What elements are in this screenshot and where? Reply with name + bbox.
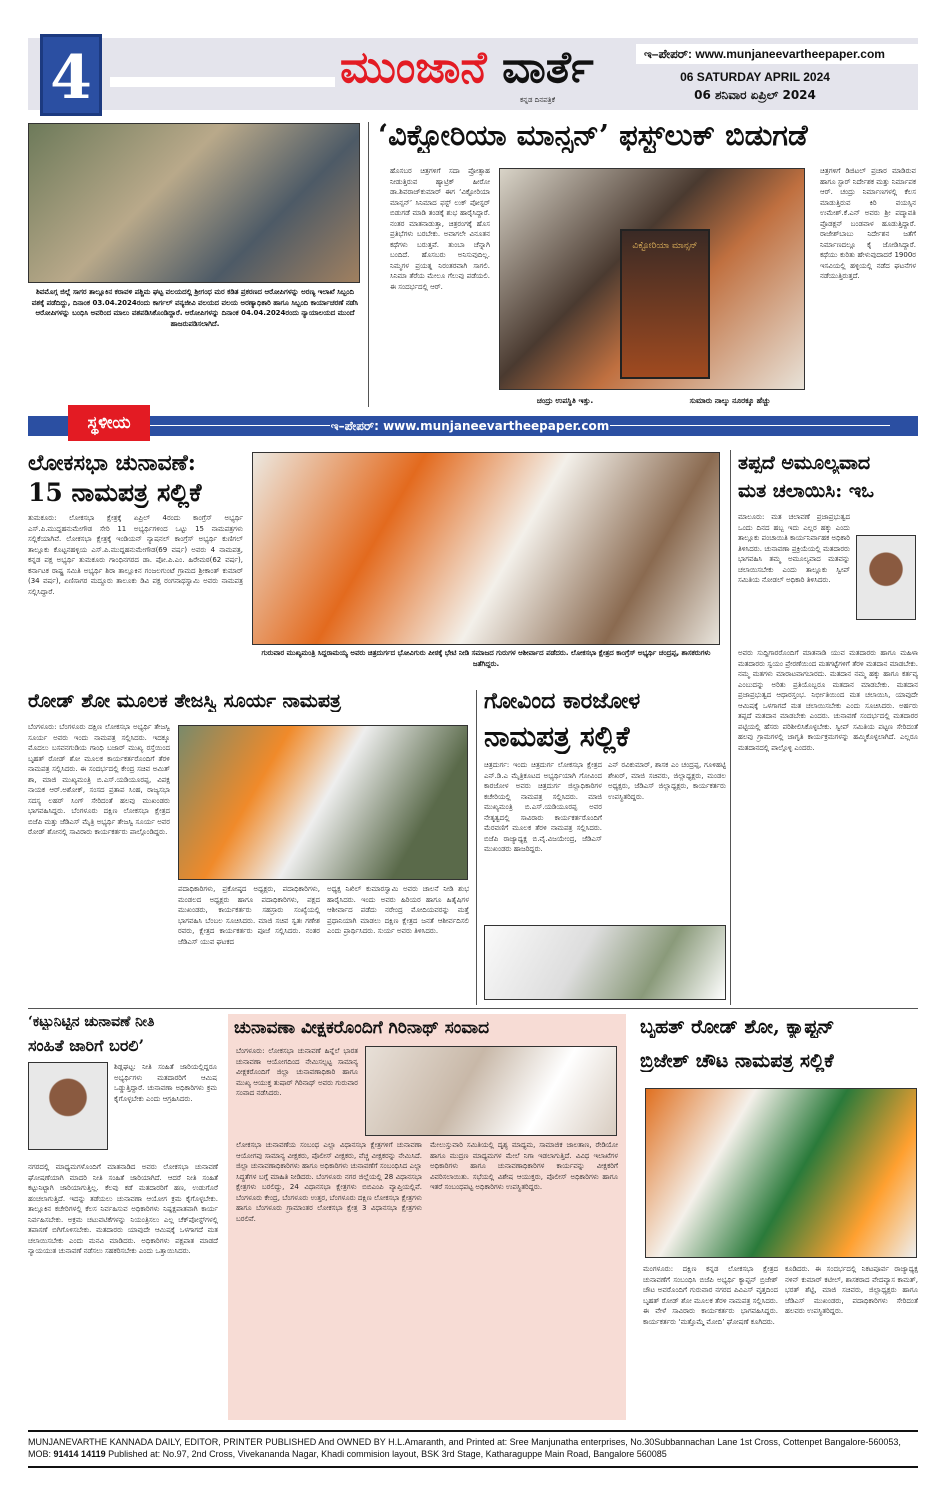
victoria-caption-2: ಸುಮಾರು ನಾಲ್ಕು ನೂರಕ್ಕೂ ಹೆಚ್ಚು (689, 396, 771, 405)
imprint-mob: 91414 14119 (53, 1449, 106, 1459)
band-epaper-link[interactable]: ಇ–ಪೇಪರ್: www.munjaneevartheepaper.com (330, 416, 610, 436)
girinath-meeting-photo (365, 1046, 617, 1136)
victoria-poster-photo (499, 168, 805, 390)
chowta-headline-2: ಬ್ರಿಜೇಶ್ ಚೌಟ ನಾಮಪತ್ರ ಸಲ್ಲಿಕೆ (640, 1050, 834, 1072)
girinath-headline: ಚುನಾವಣಾ ವೀಕ್ಷಕರೊಂದಿಗೆ ಗಿರಿನಾಥ್ ಸಂವಾದ (234, 1018, 490, 1038)
strict-body-side: ಶಿಡ್ಲಘಟ್ಟ: ನೀತಿ ಸಂಹಿತೆ ಜಾರಿಯಲ್ಲಿದ್ದರೂ ಅಭ್ಯರ್ಥಿಗಳು ಮತದಾರರಿಗೆ ಆಮಿಷ ಒಡ್ಡುತ್ತಿದ್ದಾರೆ. ಚುನಾವಣಾ ಅಧಿಕಾರಿಗಳು ಕ್ರಮ ಕೈಗೊಳ್ಳಬೇಕು ಎಂದು ಆಗ್ರಹಿಸಿದರು. (114, 1063, 217, 1103)
eo-body-1: ಮಾಲೂರು: ಮತ ಚಲಾವಣೆ ಪ್ರಜಾಪ್ರಭುತ್ವದ ಒಂದು ದಿನದ ಹಬ್ಬ ಇದು ಎಲ್ಲರ ಹಕ್ಕು ಎಂದು ತಾಲ್ಲೂಕು ಪಂಚಾಯಿತಿ ಕಾರ್ಯನಿರ್ವಾಹಕ ಅಧಿಕಾರಿ ತಿಳಿಸಿದರು. ಚುನಾವಣಾ ಪ್ರಕ್ರಿಯೆಯಲ್ಲಿ ಮತದಾರರು ಭಾಗವಹಿಸಿ ತಮ್ಮ ಅಮೂಲ್ಯವಾದ ಮತವನ್ನು ಚಲಾಯಿಸಬೇಕು ಎಂದು ತಾಲ್ಲೂಕು ಸ್ವೀಪ್ ಸಮಿತಿಯ ನೋಡಲ್ ಅಧಿಕಾರಿ ತಿಳಿಸಿದರು. (738, 513, 850, 584)
victoria-body-col2: ಚಿತ್ರಗಳಿಗೆ ಡಿಜಿಟಲ್ ಪ್ರಚಾರ ಮಾಡಿರುವ ಹಾಗೂ ಸ್ಟಾರ್ ನಿರ್ದೇಶಕ ಮತ್ತು ನಿರ್ಮಾಪಕ ಆರ್. ಚಂದ್ರು ನಿರ್ಮಾಣಗಳಲ್ಲಿ ಕೆಲಸ ಮಾಡುತ್ತಿರುವ ಕಿರಿ ವಯಸ್ಸಿನ ಉಮೇಶ್.ಕೆ.ಎನ್ ಅವರು ಶ್ರೀ ಪದ್ಮಾವತಿ ಪ್ರೊಡಕ್ಷನ್ ಬಂಡವಾಳ ಹೂಡುತ್ತಿದ್ದಾರೆ. ರಾಜೇಶ್‌ಬಾಬು ನಿರ್ದೇಶನ ಜತೆಗೆ ನಿರ್ಮಾಣದಲ್ಲೂ ಕೈ ಜೋಡಿಸಿದ್ದಾರೆ. ಕಥೆಯು ಕುರಿತು ಹೇಳುವುದಾದರೆ 1900ರ ಇಸವಿಯಲ್ಲಿ ಹಳ್ಳಿಯಲ್ಲಿ ನಡೆದ ಘಟನೆಗಳ ನಡೆಯುತ್ತಿರುತ್ತದೆ. (820, 167, 916, 280)
chowta-body-col2: ಕೂಡಿದರು. ಈ ಸಂದರ್ಭದಲ್ಲಿ ನಿಕಟಪೂರ್ವ ರಾಜ್ಯಾಧ್ಯಕ್ಷ ನಳಿನ್ ಕುಮಾರ್ ಕಟೀಲ್, ಶಾಸಕರಾದ ವೇದವ್ಯಾಸ ಕಾಮತ್, ಭರತ್ ಶೆಟ್ಟಿ, ಮಾಜಿ ಸಚಿವರು, ಜಿಲ್ಲಾಧ್ಯಕ್ಷರು ಹಾಗೂ ಜೆಡಿಎಸ್ ಮುಖಂಡರು, ಪದಾಧಿಕಾರಿಗಳು ಸೇರಿದಂತೆ ಹಲವರು ಉಪಸ್ಥಿತರಿದ್ದರು. (785, 1265, 918, 1315)
tejasvi-headline: ರೋಡ್ ಶೋ ಮೂಲಕ ತೇಜಸ್ವಿ ಸೂರ್ಯ ನಾಮಪತ್ರ (28, 690, 341, 712)
forest-arrest-caption: ಶಿವಮೊಗ್ಗ ಜಿಲ್ಲೆ ಸಾಗರ ತಾಲ್ಲೂಕಿನ ಕರಾವಳಿ ಪಶ್ಚಿಮ ಘಟ್ಟ ವಲಯದಲ್ಲಿ ಶ್ರೀಗಂಧ ಮರ ಕಡಿತ ಪ್ರಕರಣದ ಆರೋಪಿಗಳನ್ನು ಅರಣ್ಯ ಇಲಾಖೆ ಸಿಬ್ಬಂದಿ ವಶಕ್ಕೆ ಪಡೆದಿದ್ದು, ದಿನಾಂಕ 03.04.2024ರಂದು ಕಾರ್ಗಲ್ ವನ್ಯಜೀವಿ ವಲಯದ ವಲಯ ಅರಣ್ಯಾಧಿಕಾರಿ ಹಾಗೂ ಸಿಬ್ಬಂದಿ ಕಾರ್ಯಾಚರಣೆ ನಡೆಸಿ ಆರೋಪಿಗಳನ್ನು ಬಂಧಿಸಿ ಅವರಿಂದ ಮಾಲು ವಶಪಡಿಸಿಕೊಂಡಿದ್ದಾರೆ. ಆರೋಪಿಗಳನ್ನು ದಿನಾಂಕ 04.04.2024ರಂದು ನ್ಯಾಯಾಲಯದ ಮುಂದೆ ಹಾಜರುಪಡಿಸಲಾಗಿದೆ. (31, 288, 359, 328)
row-rule (28, 1008, 918, 1009)
victoria-caption-1: ಚಂದ್ರು ಉಪಸ್ಥಿತಿ ಇತ್ತು. (536, 396, 594, 405)
eo-body-2: ಅವರು ಸುದ್ದಿಗಾರರೊಂದಿಗೆ ಮಾತನಾಡಿ ಯುವ ಮತದಾರರು ಹಾಗೂ ಮಹಿಳಾ ಮತದಾರರು ಸ್ವಯಂ ಪ್ರೇರಣೆಯಿಂದ ಮತಗಟ್ಟೆಗಳಿಗೆ ತೆರಳಿ ಮತದಾನ ಮಾಡಬೇಕು. ನಮ್ಮ ಮತಗಳು ಮಾರಾಟವಾಗಬಾರದು. ಮತದಾನ ನಮ್ಮ ಹಕ್ಕು ಹಾಗೂ ಕರ್ತವ್ಯ ಎಂಬುದನ್ನು ಅರಿತು ಪ್ರತಿಯೊಬ್ಬರೂ ಮತದಾನ ಮಾಡಬೇಕು. ಮತದಾನ ಪ್ರಜಾಪ್ರಭುತ್ವದ ಆಧಾರಸ್ತಂಭ. ನಿರ್ಭೀತಿಯಿಂದ ಮತ ಚಲಾಯಿಸಿ, ಯಾವುದೇ ಆಮಿಷಕ್ಕೆ ಒಳಗಾಗದೆ ಮತ ಚಲಾಯಿಸಬೇಕು ಎಂದು ಸೂಚಿಸಿದರು. ಅರ್ಹರು ತಪ್ಪದೆ ಮತದಾನ ಮಾಡಬೇಕು ಎಂದರು. ಚುನಾವಣೆ ಸಂದರ್ಭದಲ್ಲಿ ಮತದಾರರ ಪಟ್ಟಿಯಲ್ಲಿ ಹೆಸರು ಪರಿಶೀಲಿಸಿಕೊಳ್ಳಬೇಕು. ಸ್ವೀಪ್ ಸಮಿತಿಯ ಪಟ್ಟಣ ಸೇರಿದಂತೆ ಹಲವು ಗ್ರಾಮಗಳಲ್ಲಿ ಜಾಗೃತಿ ಕಾರ್ಯಕ್ರಮಗಳನ್ನು ಹಮ್ಮಿಕೊಳ್ಳಲಾಗಿದೆ. ಎಲ್ಲರೂ ಮತದಾನದಲ್ಲಿ ಪಾಲ್ಗೊಳ್ಳಿ ಎಂದರು. (738, 649, 918, 752)
chowta-body-col1: ಮಂಗಳೂರು: ದಕ್ಷಿಣ ಕನ್ನಡ ಲೋಕಸಭಾ ಕ್ಷೇತ್ರದ ಚುನಾವಣೆಗೆ ಸಂಬಂಧಿಸಿ ಬಿಜೆಪಿ ಅಭ್ಯರ್ಥಿ ಕ್ಯಾಪ್ಟನ್ ಬ್ರಿಜೇಶ್ ಚೌಟ ಅವರೊಂದಿಗೆ ಗುರುವಾರ ನಗರದ ಪಿವಿಎಸ್ ವೃತ್ತದಿಂದ ಬೃಹತ್ ರೋಡ್ ಶೋ ಮೂಲಕ ತೆರಳಿ ನಾಮಪತ್ರ ಸಲ್ಲಿಸಿದರು. ಈ ವೇಳೆ ಸಾವಿರಾರು ಕಾರ್ಯಕರ್ತರು ಭಾಗವಹಿಸಿದ್ದರು. ಕಾರ್ಯಕರ್ತರು ‘ಮತ್ತೊಮ್ಮೆ ಮೋದಿ’ ಘೋಷಣೆ ಕೂಗಿದರು. (643, 1265, 778, 1326)
tejasvi-roadshow-photo (178, 725, 468, 880)
loksabha-headline-2: 15 ನಾಮಪತ್ರ ಸಲ್ಲಿಕೆ (28, 478, 202, 507)
girinath-body-col1: ಲೋಕಸಭಾ ಚುನಾವಣೆಯ ಸಂಬಂಧ ಎಲ್ಲಾ ವಿಧಾನಸಭಾ ಕ್ಷೇತ್ರಗಳಿಗೆ ಚುನಾವಣಾ ಆಯೋಗವು ಸಾಮಾನ್ಯ ವೀಕ್ಷಕರು, ಪೊಲೀಸ್ ವೀಕ್ಷಕರು, ವೆಚ್ಚ ವೀಕ್ಷಕರನ್ನು ನೇಮಿಸಿದೆ. ಜಿಲ್ಲಾ ಚುನಾವಣಾಧಿಕಾರಿಗಳು ಹಾಗೂ ಅಧಿಕಾರಿಗಳು ಚುನಾವಣೆಗೆ ಸಂಬಂಧಿಸಿದ ಎಲ್ಲಾ ಸಿದ್ಧತೆಗಳ ಬಗ್ಗೆ ಮಾಹಿತಿ ನೀಡಿದರು. ಬೆಂಗಳೂರು ನಗರ ಜಿಲ್ಲೆಯಲ್ಲಿ 28 ವಿಧಾನಸಭಾ ಕ್ಷೇತ್ರಗಳು ಬರಲಿದ್ದು, 24 ವಿಧಾನಸಭಾ ಕ್ಷೇತ್ರಗಳು ಬಿಬಿಎಂಪಿ ವ್ಯಾಪ್ತಿಯಲ್ಲಿವೆ. ಬೆಂಗಳೂರು ಕೇಂದ್ರ, ಬೆಂಗಳೂರು ಉತ್ತರ, ಬೆಂಗಳೂರು ದಕ್ಷಿಣ ಲೋಕಸಭಾ ಕ್ಷೇತ್ರಗಳು ಹಾಗೂ ಬೆಂಗಳೂರು ಗ್ರಾಮಾಂತರ ಲೋಕಸಭಾ ಕ್ಷೇತ್ರ 3 ವಿಧಾನಸಭಾ ಕ್ಷೇತ್ರಗಳು ಬರಲಿವೆ. (236, 1141, 422, 1223)
column-rule (368, 122, 369, 407)
tejasvi-body-col2: ಪದಾಧಿಕಾರಿಗಳು, ಪ್ರಕೋಷ್ಠದ ಅಧ್ಯಕ್ಷರು, ಪದಾಧಿಕಾರಿಗಳು, ಮಂಡಲದ ಅಧ್ಯಕ್ಷರು ಹಾಗೂ ಪದಾಧಿಕಾರಿಗಳು, ಪಕ್ಷದ ಮುಖಂಡರು, ಕಾರ್ಯಕರ್ತರು ಸಹಸ್ರಾರು ಸಂಖ್ಯೆಯಲ್ಲಿ ಭಾಗವಹಿಸಿ ಬೆಂಬಲ ಸೂಚಿಸಿದರು. ಮಾಜಿ ಸಚಿವ ಸ್ವತಃ ಗಣೇಶ ರವರು, ಕ್ಷೇತ್ರದ ಕಾರ್ಯಕರ್ತರು ಪೂಜೆ ಸಲ್ಲಿಸಿದರು. ನಂತರ ಜೆಡಿಎಸ್ ಯುವ ಘಟಕದ (178, 885, 320, 946)
karajol-headline-2: ನಾಮಪತ್ರ ಸಲ್ಲಿಕೆ (484, 720, 630, 753)
epaper-link[interactable]: ಇ–ಪೇಪರ್: www.munjaneevartheepaper.com (636, 44, 918, 64)
loksabha-body: ತುಮಕೂರು: ಲೋಕಸಭಾ ಕ್ಷೇತ್ರಕ್ಕೆ ಏಪ್ರಿಲ್ 4ರಂದು ಕಾಂಗ್ರೆಸ್ ಅಭ್ಯರ್ಥಿ ಎಸ್.ಪಿ.ಮುದ್ದಹನುಮೇಗೌಡ ಸೇರಿ 11 ಅಭ್ಯರ್ಥಿಗಳಿಂದ ಒಟ್ಟು 15 ನಾಮಪತ್ರಗಳು ಸಲ್ಲಿಕೆಯಾಗಿವೆ. ಲೋಕಸಭಾ ಕ್ಷೇತ್ರಕ್ಕೆ ಇಂಡಿಯನ್ ನ್ಯಾಷನಲ್ ಕಾಂಗ್ರೆಸ್ ಅಭ್ಯರ್ಥಿ ಕುಣಿಗಲ್ ತಾಲ್ಲೂಕು ಕೊಟ್ಟನಹಳ್ಳಿಯ ಎಸ್.ಪಿ.ಮುದ್ದಹನುಮೇಗೌಡ(69 ವರ್ಷ) ಅವರು 4 ನಾಮಪತ್ರ, ಕನ್ನಡ ಪಕ್ಷ ಅಭ್ಯರ್ಥಿ ತುಮಕೂರು ಗಾಂಧಿನಗರದ ಡಾ. ಪೋ.ಪಿ.ಎಂ. ಹಿರೇಮಠ(62 ವರ್ಷ), ಕರ್ನಾಟಕ ರಾಷ್ಟ್ರ ಸಮಿತಿ ಅಭ್ಯರ್ಥಿ ಶಿರಾ ತಾಲ್ಲೂಕಿನ ಗಂಜಲಗುಂಟೆ ಗ್ರಾಮದ ಶ್ರೀಕಾಂತ್ ಕುಮಾರ್ (34 ವರ್ಷ), ಏಣಿಸಾಗರ ಮದ್ದೂರು ತಾಲೂಕು ಡಿವಿ ಪಕ್ಷ ರಂಗನಾಥಸ್ವಾಮಿ ಅವರು ನಾಮಪತ್ರ ಸಲ್ಲಿಸಿದ್ದಾರೆ. (28, 514, 243, 596)
tejasvi-body-col1: ಬೆಂಗಳೂರು: ಬೆಂಗಳೂರು ದಕ್ಷಿಣ ಲೋಕಸಭಾ ಅಭ್ಯರ್ಥಿ ತೇಜಸ್ವಿ ಸೂರ್ಯ ಅವರು ಇಂದು ನಾಮಪತ್ರ ಸಲ್ಲಿಸಿದರು. ಇದಕ್ಕೂ ಮೊದಲು ಬಸವನಗುಡಿಯ ಗಾಂಧಿ ಬಜಾರ್ ಮುಖ್ಯ ರಸ್ತೆಯಿಂದ ಬೃಹತ್ ರೋಡ್ ಶೋ ಮೂಲಕ ಕಾರ್ಯಕರ್ತರೊಂದಿಗೆ ತೆರಳಿ ನಾಮಪತ್ರ ಸಲ್ಲಿಸಿದರು. ಈ ಸಂದರ್ಭದಲ್ಲಿ ಕೇಂದ್ರ ಸಚಿವ ಅಮಿತ್ ಶಾ, ಮಾಜಿ ಮುಖ್ಯಮಂತ್ರಿ ಬಿ.ಎಸ್.ಯಡಿಯೂರಪ್ಪ, ವಿಪಕ್ಷ ನಾಯಕ ಆರ್.ಅಶೋಕ್, ಸಂಸದ ಪ್ರತಾಪ ಸಿಂಹ, ರಾಜ್ಯಸಭಾ ಸದಸ್ಯ ಲಹರ್ ಸಿಂಗ್ ಸೇರಿದಂತೆ ಹಲವು ಮುಖಂಡರು ಭಾಗವಹಿಸಿದ್ದರು. ಬೆಂಗಳೂರು ದಕ್ಷಿಣ ಲೋಕಸಭಾ ಕ್ಷೇತ್ರದ ಬಿಜೆಪಿ ಮತ್ತು ಜೆಡಿಎಸ್ ಮೈತ್ರಿ ಅಭ್ಯರ್ಥಿ ತೇಜಸ್ವಿ ಸೂರ್ಯ ಅವರ ರೋಡ್ ಶೋನಲ್ಲಿ ಸಾವಿರಾರು ಕಾರ್ಯಕರ್ತರು ಪಾಲ್ಗೊಂಡಿದ್ದರು. (28, 723, 170, 836)
strict-headline-2: ಸಂಹಿತೆ ಜಾರಿಗೆ ಬರಲಿ’ (28, 1036, 145, 1055)
chowta-roadshow-photo (645, 1088, 917, 1258)
cm-swamiji-caption: ಗುರುವಾರ ಮುಖ್ಯಮಂತ್ರಿ ಸಿದ್ದರಾಮಯ್ಯ ಅವರು ಚಿತ್ರದುರ್ಗದ ಭೋವಿಗುರು ಪೀಠಕ್ಕೆ ಭೇಟಿ ನೀಡಿ ಸಮಾಜದ ಗುರುಗಳ ಆಶೀರ್ವಾದ ಪಡೆದರು. ಲೋಕಸಭಾ ಕ್ಷೇತ್ರದ ಕಾಂಗ್ರೆಸ್ ಅಭ್ಯರ್ಥಿ ಚಂದ್ರಪ್ಪ, ಶಾಸಕರುಗಳು ಜತೆಗಿದ್ದರು. (261, 649, 711, 668)
masthead-divider (110, 77, 335, 87)
poster-title: ವಿಕ್ಟೋರಿಯಾ ಮಾನ್ಸನ್ (620, 229, 710, 379)
footer-rule-bottom (28, 1466, 918, 1468)
masthead-red: ಮುಂಜಾನೆ (340, 42, 487, 93)
karajol-body-col2: ಎನ್ ರವಿಕುಮಾರ್, ಶಾಸಕ ಎಂ ಚಂದ್ರಪ್ಪ, ಗೂಳಿಹಟ್ಟಿ ಶೇಖರ್, ಮಾಜಿ ಸಚಿವರು, ಜಿಲ್ಲಾಧ್ಯಕ್ಷರು, ಮಂಡಲ ಅಧ್ಯಕ್ಷರು, ಜೆಡಿಎಸ್ ಜಿಲ್ಲಾಧ್ಯಕ್ಷರು, ಕಾರ್ಯಕರ್ತರು ಉಪಸ್ಥಿತರಿದ್ದರು. (608, 761, 726, 801)
masthead-black: ವಾರ್ತೆ (501, 42, 594, 93)
footer-rule-top (28, 1430, 918, 1432)
karajol-body-col1: ಚಿತ್ರದುರ್ಗ: ಇಂದು ಚಿತ್ರದುರ್ಗ ಲೋಕಸಭಾ ಕ್ಷೇತ್ರದ ಎನ್.ಡಿ.ಎ ಮೈತ್ರಿಕೂಟದ ಅಭ್ಯರ್ಥಿಯಾಗಿ ಗೋವಿಂದ ಕಾರಜೋಳ ಅವರು ಚಿತ್ರದುರ್ಗ ಜಿಲ್ಲಾಧಿಕಾರಿಗಳ ಕಚೇರಿಯಲ್ಲಿ ನಾಮಪತ್ರ ಸಲ್ಲಿಸಿದರು. ಮಾಜಿ ಮುಖ್ಯಮಂತ್ರಿ ಬಿ.ಎಸ್.ಯಡಿಯೂರಪ್ಪ ಅವರ ನೇತೃತ್ವದಲ್ಲಿ ಸಾವಿರಾರು ಕಾರ್ಯಕರ್ತರೊಂದಿಗೆ ಮೆರವಣಿಗೆ ಮೂಲಕ ತೆರಳಿ ನಾಮಪತ್ರ ಸಲ್ಲಿಸಿದರು. ಬಿಜೆಪಿ ರಾಜ್ಯಾಧ್ಯಕ್ಷ ಬಿ.ವೈ.ವಿಜಯೇಂದ್ರ, ಜೆಡಿಎಸ್ ಮುಖಂಡರು ಹಾಜರಿದ್ದರು. (484, 761, 602, 853)
strict-body: ನಗರದಲ್ಲಿ ಮಾಧ್ಯಮಗಳೊಂದಿಗೆ ಮಾತನಾಡಿದ ಅವರು ಲೋಕಸಭಾ ಚುನಾವಣೆ ಘೋಷಣೆಯಾಗಿ ಮಾದರಿ ನೀತಿ ಸಂಹಿತೆ ಜಾರಿಯಾಗಿದೆ. ಆದರೆ ನೀತಿ ಸಂಹಿತೆ ಕಟ್ಟುನಿಟ್ಟಾಗಿ ಜಾರಿಯಾಗುತ್ತಿಲ್ಲ. ಕೆಲವು ಕಡೆ ಮತದಾರರಿಗೆ ಹಣ, ಉಡುಗೊರೆ ಹಂಚಲಾಗುತ್ತಿದೆ. ಇದನ್ನು ತಡೆಯಲು ಚುನಾವಣಾ ಆಯೋಗ ಕ್ರಮ ಕೈಗೊಳ್ಳಬೇಕು. ತಾಲ್ಲೂಕಿನ ಕಚೇರಿಗಳಲ್ಲಿ ಕೆಲಸ ನಿರ್ವಹಿಸುವ ಅಧಿಕಾರಿಗಳು ನಿಷ್ಪಕ್ಷಪಾತವಾಗಿ ಕಾರ್ಯ ನಿರ್ವಹಿಸಬೇಕು. ಅಕ್ರಮ ಚಟುವಟಿಕೆಗಳನ್ನು ನಿಯಂತ್ರಿಸಲು ಎಲ್ಲ ಚೆಕ್‌ಪೋಸ್ಟ್‌ಗಳಲ್ಲಿ ತಪಾಸಣೆ ಬಿಗಿಗೊಳಿಸಬೇಕು. ಮತದಾರರು ಯಾವುದೇ ಆಮಿಷಕ್ಕೆ ಒಳಗಾಗದೆ ಮತ ಚಲಾಯಿಸಬೇಕು ಎಂದು ಮನವಿ ಮಾಡಿದರು. ಅಧಿಕಾರಿಗಳು ಪಕ್ಷಪಾತ ಮಾಡದೆ ನ್ಯಾಯಯುತ ಚುನಾವಣೆ ನಡೆಸಲು ಸಹಕರಿಸಬೇಕು ಎಂದು ಒತ್ತಾಯಿಸಿದರು. (28, 1163, 218, 1255)
karajol-headline-1: ಗೋವಿಂದ ಕಾರಜೋಳ (484, 688, 641, 714)
victoria-headline: ‘ವಿಕ್ಟೋರಿಯಾ ಮಾನ್ಸನ್’ ಫಸ್ಟ್‌ಲುಕ್ ಬಿಡುಗಡೆ (378, 118, 808, 152)
imprint-line-2: Published at: No.97, 2nd Cross, Vivekananda Nagar, Khadi commision layout, BSK 3rd Stage, Katharaguppe Main Road, Bangalore 560085 (108, 1449, 667, 1459)
date-english: 06 SATURDAY APRIL 2024 (680, 70, 830, 84)
imprint-mob-label: MOB: (28, 1449, 52, 1459)
date-kannada: 06 ಶನಿವಾರ ಏಪ್ರಿಲ್ 2024 (694, 88, 816, 102)
strict-headline-1: ‘ಕಟ್ಟುನಿಟ್ಟಿನ ಚುನಾವಣೆ ನೀತಿ (28, 1014, 155, 1030)
loksabha-headline-1: ಲೋಕಸಭಾ ಚುನಾವಣೆ: (28, 450, 196, 476)
imprint-line-1: MUNJANEVARTHE KANNADA DAILY, EDITOR, PRINTER PUBLISHED And OWNED BY H.L.Amaranth, and Printed at: Sree Manjunatha enterprises, No.30Subbannachan Lane 1st Cross, Cottenpet Bangalore-560053, (28, 1437, 901, 1447)
chowta-headline-1: ಬೃಹತ್ ರೋಡ್ ಶೋ, ಕ್ಯಾಪ್ಟನ್ (640, 1016, 835, 1038)
column-rule (730, 450, 731, 1005)
masthead-tagline: ಕನ್ನಡ ದಿನಪತ್ರಿಕೆ (520, 96, 556, 104)
forest-arrest-photo (28, 123, 360, 283)
eo-headline-1: ತಪ್ಪದೆ ಅಮೂಲ್ಯವಾದ (738, 452, 871, 474)
strict-portrait (28, 1062, 108, 1150)
eo-headline-2: ಮತ ಚಲಾಯಿಸಿ: ಇಒ (738, 480, 874, 502)
masthead-logo (340, 42, 594, 93)
girinath-body-col2: ಮೇಲುಸ್ತುವಾರಿ ಸಮಿತಿಯಲ್ಲಿ ದೃಶ್ಯ ಮಾಧ್ಯಮ, ಸಾಮಾಜಿಕ ಜಾಲತಾಣ, ರೇಡಿಯೋ ಹಾಗೂ ಮುದ್ರಣ ಮಾಧ್ಯಮಗಳ ಮೇಲೆ ನಿಗಾ ಇಡಲಾಗುತ್ತಿದೆ. ವಿವಿಧ ಇಲಾಖೆಗಳ ಅಧಿಕಾರಿಗಳು ಹಾಗೂ ಚುನಾವಣಾಧಿಕಾರಿಗಳ ಕಾರ್ಯವನ್ನು ವೀಕ್ಷಕರಿಗೆ ವಿವರಿಸಲಾಯಿತು. ಸಭೆಯಲ್ಲಿ ವಿಶೇಷ ಆಯುಕ್ತರು, ಪೊಲೀಸ್ ಅಧಿಕಾರಿಗಳು ಹಾಗೂ ಇತರೆ ಸಂಬಂಧಪಟ್ಟ ಅಧಿಕಾರಿಗಳು ಉಪಸ್ಥಿತರಿದ್ದರು. (430, 1141, 618, 1191)
page-number: 4 (40, 34, 102, 116)
tejasvi-body-col3: ಅಧ್ಯಕ್ಷ ನಿಖಿಲ್ ಕುಮಾರಸ್ವಾಮಿ ಅವರು ಚಾಲನೆ ನೀಡಿ ಶುಭ ಹಾರೈಸಿದರು. ಇಂದು ಅವರು ಹಿರಿಯರ ಹಾಗೂ ಹಿತೈಷಿಗಳ ಆಶೀರ್ವಾದ ಪಡೆದು ನರೇಂದ್ರ ಮೋದಿಯವರನ್ನು ಮತ್ತೆ ಪ್ರಧಾನಿಯಾಗಿ ಮಾಡಲು ದಕ್ಷಿಣ ಕ್ಷೇತ್ರದ ಜನತೆ ಆಶೀರ್ವದಿಸಲಿ ಎಂದು ಪ್ರಾರ್ಥಿಸಿದರು. ಸುರ್ಯ ಅವರು ತಿಳಿಸಿದರು. (327, 885, 469, 935)
victoria-body-col1: ಹೊಸಬರ ಚಿತ್ರಗಳಿಗೆ ಸದಾ ಪ್ರೋತ್ಸಾಹ ನೀಡುತ್ತಿರುವ ಹ್ಯಾಟ್ರಿಕ್ ಹೀರೋ ಡಾ.ಶಿವರಾಜ್‌ಕುಮಾರ್ ಈಗ ‘ವಿಕ್ಟೋರಿಯಾ ಮಾನ್ಸನ್’ ಸಿನಿಮಾದ ಫಸ್ಟ್ ಲುಕ್ ಪೋಸ್ಟರ್ ಬಿಡುಗಡೆ ಮಾಡಿ ತಂಡಕ್ಕೆ ಶುಭ ಹಾರೈಸಿದ್ದಾರೆ. ನಂತರ ಮಾತನಾಡುತ್ತಾ, ಚಿತ್ರರಂಗಕ್ಕೆ ಹೊಸ ಪ್ರತಿಭೆಗಳು ಬರಬೇಕು. ಅವಾಗಲೇ ವಿನೂತನ ಕಥೆಗಳು ಬರುತ್ತವೆ. ತುಂಬಾ ಚೆನ್ನಾಗಿ ಬಂದಿದೆ. ಹೊಸಬರು ಅನಿಸುವುದಿಲ್ಲ. ನಿಮ್ಮಗಳ ಪ್ರಯತ್ನ ನಿರಂತರವಾಗಿ ಸಾಗಲಿ. ಸಿನಿಮಾ ತೆರೆಯ ಮೇಲೂ ಗೆಲುವು ಪಡೆಯಲಿ. ಈ ಸಂದರ್ಭದಲ್ಲಿ ಆರ್. (390, 167, 490, 291)
section-tag-local: ಸ್ಥಳೀಯ (68, 405, 150, 441)
column-rule (476, 690, 477, 1005)
girinath-lead: ಬೆಂಗಳೂರು: ಲೋಕಸಭಾ ಚುನಾವಣೆ ಹಿನ್ನೆಲೆ ಭಾರತ ಚುನಾವಣಾ ಆಯೋಗದಿಂದ ನೇಮಿಸಲ್ಪಟ್ಟ ಸಾಮಾನ್ಯ ವೀಕ್ಷಕರೊಂದಿಗೆ ಜಿಲ್ಲಾ ಚುನಾವಣಾಧಿಕಾರಿ ಹಾಗೂ ಮುಖ್ಯ ಆಯುಕ್ತ ತುಷಾರ್ ಗಿರಿನಾಥ್ ಅವರು ಗುರುವಾರ ಸಂವಾದ ನಡೆಸಿದರು. (236, 1047, 358, 1097)
karajol-photo (484, 925, 726, 1000)
cm-swamiji-photo (252, 452, 720, 645)
eo-portrait (856, 535, 916, 620)
imprint (28, 1436, 918, 1460)
